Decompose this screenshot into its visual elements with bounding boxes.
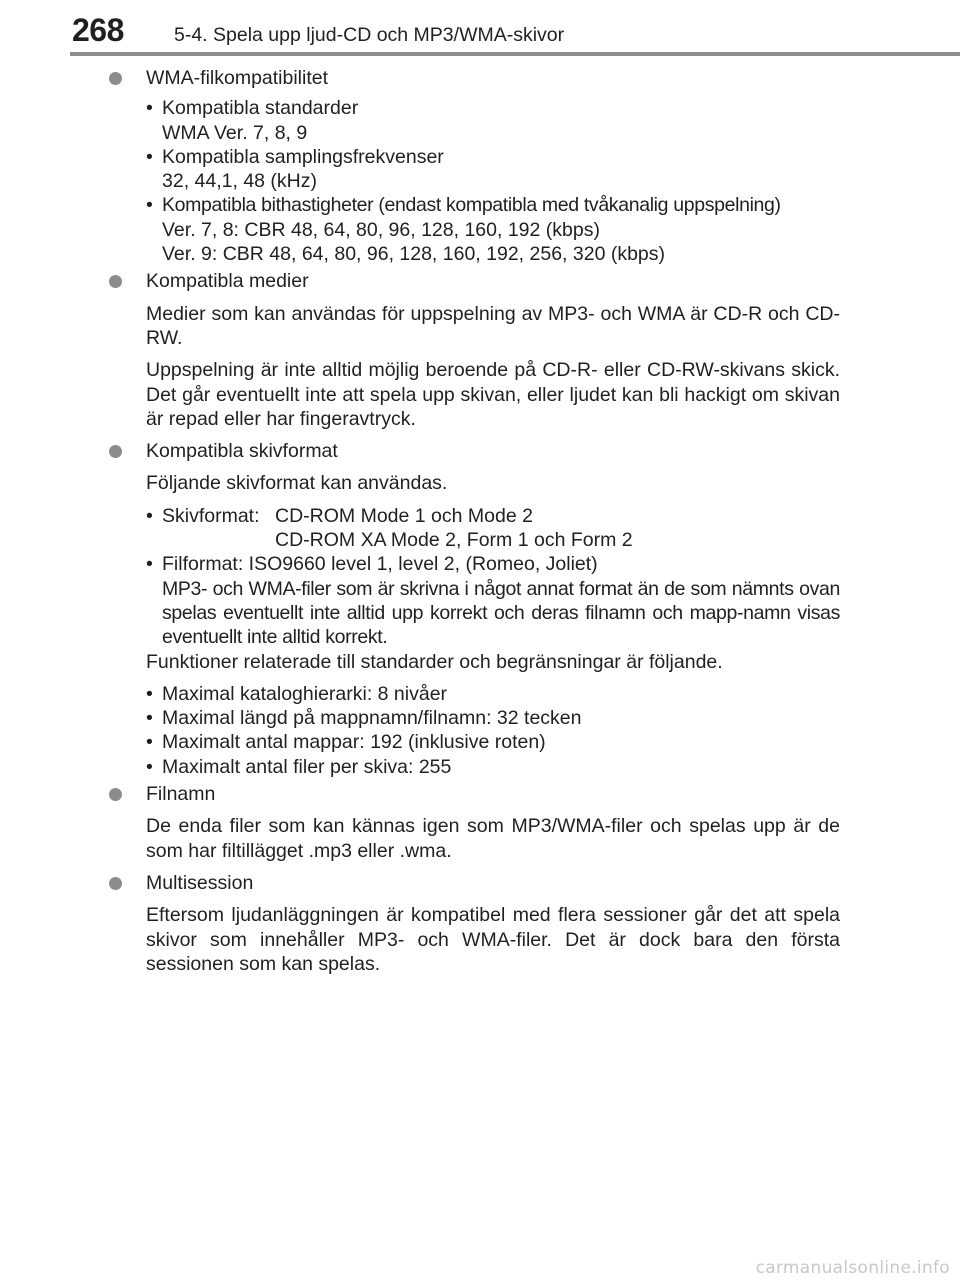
list-item — [146, 96, 840, 145]
header-rule — [70, 52, 960, 56]
item-label: Kompatibla bithastigheter (endast kompatibla med tvåkanalig uppspelning) — [162, 194, 781, 217]
bullet-dot-icon — [109, 275, 122, 288]
file-format: Filformat: ISO9660 level 1, level 2, (Romeo, Joliet) — [162, 553, 598, 576]
section-title: Kompatibla medier — [146, 270, 309, 293]
item-detail: Ver. 7, 8: CBR 48, 64, 80, 96, 128, 160, 192 (kbps) — [162, 218, 600, 241]
paragraph: De enda filer som kan kännas igen som MP3/WMA-filer och spelas upp är de som har filtillägget .mp3 eller .wma. — [146, 815, 840, 862]
section-multisession — [126, 871, 840, 976]
bullet-dot-icon — [109, 788, 122, 801]
file-format-note: MP3- och WMA-filer som är skrivna i något annat format än de som nämnts ovan spelas eventuellt inte alltid upp korrekt och deras filnamn och mapp-namn visas eventuellt inte alltid korrekt. — [162, 577, 840, 649]
item-label: Kompatibla standarder — [162, 97, 359, 120]
paragraph: Medier som kan användas för uppspelning av MP3- och WMA är CD-R och CD-RW. — [146, 302, 840, 349]
section-media — [126, 269, 840, 431]
wma-list — [146, 96, 840, 266]
bullet-dot-icon — [109, 72, 122, 85]
section-filename — [126, 782, 840, 863]
section-title: Multisession — [146, 871, 254, 894]
disc-format-label: • Skivformat: — [162, 504, 260, 527]
paragraph: Uppspelning är inte alltid möjlig beroende på CD-R- eller CD-RW-skivans skick. Det går eventuellt inte att spela upp skivan, eller ljudet kan bli hackigt om skivan är repad eller har fingeravtryck. — [146, 359, 840, 430]
item-detail: 32, 44,1, 48 (kHz) — [162, 170, 317, 193]
section-title: WMA-filkompatibilitet — [146, 67, 329, 89]
bullet-dot-icon — [109, 445, 122, 458]
list-item: • Maximal kataloghierarki: 8 nivåer — [146, 682, 840, 706]
page-header — [0, 0, 960, 62]
watermark: carmanualsonline.info — [755, 1258, 950, 1278]
bullet-dot-icon — [109, 877, 122, 890]
paragraph: Eftersom ljudanläggningen är kompatibel med flera sessioner går det att spela skivor som innehåller MP3- och WMA-filer. Det är dock bara den första sessionen som kan spelas. — [146, 904, 840, 975]
section-format — [126, 439, 840, 779]
list-item: • Maximalt antal filer per skiva: 255 — [146, 755, 840, 779]
section-title: Filnamn — [146, 783, 216, 806]
page-number: 268 — [72, 12, 124, 48]
page-content — [126, 66, 840, 976]
format-list — [146, 504, 840, 650]
chapter-title: 5-4. Spela upp ljud-CD och MP3/WMA-skivor — [174, 24, 565, 46]
list-item: • Maximal längd på mappnamn/filnamn: 32 tecken — [146, 706, 840, 730]
item-detail: WMA Ver. 7, 8, 9 — [162, 121, 308, 144]
list-item — [146, 552, 840, 649]
section-title: Kompatibla skivformat — [146, 440, 338, 463]
list-item — [146, 145, 840, 194]
list-item — [146, 504, 840, 553]
paragraph: Följande skivformat kan användas. — [146, 472, 448, 495]
section-wma — [126, 66, 840, 266]
disc-format-value: CD-ROM XA Mode 2, Form 1 och Form 2 — [275, 529, 633, 552]
list-item: • Maximalt antal mappar: 192 (inklusive roten) — [146, 730, 840, 754]
item-detail: Ver. 9: CBR 48, 64, 80, 96, 128, 160, 192, 256, 320 (kbps) — [162, 243, 666, 266]
list-item — [146, 193, 840, 266]
item-label: Kompatibla samplingsfrekvenser — [162, 145, 444, 168]
disc-format-value: CD-ROM Mode 1 och Mode 2 — [275, 504, 533, 527]
limits-intro: Funktioner relaterade till standarder och begränsningar är följande. — [146, 650, 723, 673]
limits-list — [146, 682, 840, 779]
